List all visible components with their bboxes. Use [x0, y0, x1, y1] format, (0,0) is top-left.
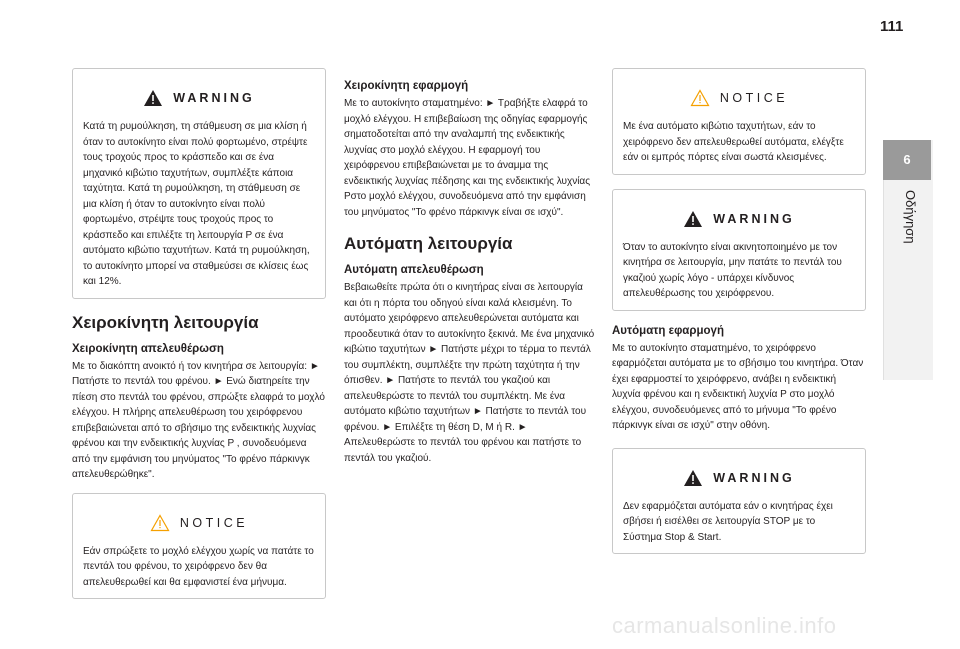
subsection-heading: Αυτόματη εφαρμογή — [612, 324, 724, 337]
warning-header — [83, 89, 315, 107]
body-text: Βεβαιωθείτε πρώτα ότι ο κινητήρας είναι σε λειτουργία και ότι η πόρτα του οδηγού είναι καλά κλεισμένη. Το αυτόματο χειρόφρενο απελευθερώνεται αυτόματα και προοδευτικά όταν το αυτοκίνητο ξεκινά. Με ένα μηχανικό κιβώτιο ταχυτήτων ► Πατήστε μέχρι το τέρμα το πεντάλ του συμπλέκτη, συμπλέξτε την πρώτη ταχύτητα ή την όπισθεν. ► Πατήστε το πεντάλ του γκαζιού και απελευθερώστε το πεντάλ του συμπλέκτη. Με ένα αυτόματο κιβώτιο ταχυτήτων ► Πατήστε το πεντάλ του φρένου. ► Επιλέξτε τη θέση D, M ή R. ► Απελευθερώστε το πεντάλ του φρένου και πατήστε το πεντάλ του γκαζιού. — [344, 282, 595, 464]
notice-triangle-icon — [150, 514, 170, 532]
notice-box — [612, 68, 866, 175]
warning-text: Όταν το αυτοκίνητο είναι ακινητοποιημένο με τον κινητήρα σε λειτουργία, μην πατάτε το πεντάλ του γκαζιού χωρίς λόγο - υπάρχει κίνδυνος απελευθέρωσης του χειρόφρενου. — [623, 241, 842, 299]
warning-title: WARNING — [173, 91, 255, 105]
column-2 — [344, 80, 598, 466]
subsection-heading: Αυτόματη απελευθέρωση — [344, 264, 484, 276]
notice-title: NOTICE — [179, 515, 249, 530]
notice-text: Εάν σπρώξετε το μοχλό ελέγχου χωρίς να πατάτε το πεντάλ του φρένου, το χειρόφρενο δεν θα απελευθερωθεί και θα εμφανιστεί ένα μήνυμα. — [83, 545, 314, 588]
watermark: carmanualsonline.info — [612, 613, 837, 638]
warning-header — [623, 210, 855, 228]
notice-text: Με ένα αυτόματο κιβώτιο ταχυτήτων, εάν το χειρόφρενο δεν απελευθερωθεί αυτόματα, ελέγξτε εάν οι εμπρός πόρτες είναι σωστά κλεισμένες. — [623, 121, 844, 163]
warning-box — [612, 189, 866, 311]
notice-triangle-icon — [690, 89, 710, 107]
warning-title: WARNING — [713, 211, 795, 226]
chapter-title: Οδήγηση — [903, 190, 918, 244]
warning-box — [612, 448, 866, 555]
notice-header — [623, 89, 855, 107]
warning-header — [623, 469, 855, 487]
warning-triangle-icon — [683, 469, 703, 487]
warning-text: Κατά τη ρυμούλκηση, τη στάθμευση σε μια κλίση ή όταν το αυτοκίνητο είναι πολύ φορτωμένο, στρέψτε τους τροχούς προς το κράσπεδο και σε ένα μηχανικό κιβώτιο ταχυτήτων, συμπλέξτε κάποια ταχύτητα. Κατά τη ρυμούλκηση, τη στάθμευση σε μια κλίση ή όταν το αυτοκίνητο είναι πολύ φορτωμένο, στρέψτε τους τροχούς προς το κράσπεδο και επιλέξτε τη λειτουργία P σε ένα αυτόματο κιβώτιο ταχυτήτων. Κατά τη ρυμούλκηση, το αυτοκίνητο μπορεί να σταθμεύσει σε κλίσεις έως και 12%. — [83, 121, 310, 287]
warning-triangle-icon — [683, 210, 703, 228]
subsection-heading: Χειροκίνητη εφαρμογή — [344, 80, 469, 92]
column-1 — [72, 68, 326, 613]
notice-box — [72, 493, 326, 600]
warning-triangle-icon — [143, 89, 163, 107]
section-heading: Αυτόματη λειτουργία — [344, 234, 513, 253]
notice-header — [83, 514, 315, 532]
notice-title: NOTICE — [719, 91, 789, 105]
body-text: Με το αυτοκίνητο σταματημένο, το χειρόφρενο εφαρμόζεται αυτόματα με το σβήσιμο του κινητήρα. Όταν έχει εφαρμοστεί το χειρόφρενο, ανάβει η ενδεικτική λυχνία φρένου και η ενδεικτική λυχνία P στο μοχλό ελέγχου, συνοδευόμενες από το μήνυμα "Το φρένο πάρκινγκ είναι σε ισχύ" στην οθόνη. — [612, 342, 864, 431]
subsection-heading: Χειροκίνητη απελευθέρωση — [72, 342, 224, 355]
column-3 — [612, 68, 866, 568]
warning-text: Δεν εφαρμόζεται αυτόματα εάν ο κινητήρας έχει σβήσει ή εισέλθει σε λειτουργία STOP με το Σύστημα Stop & Start. — [623, 500, 833, 543]
warning-title: WARNING — [713, 470, 795, 485]
page-number: 111 — [880, 18, 904, 35]
chapter-tab[interactable]: 6 — [883, 140, 931, 180]
warning-box — [72, 68, 326, 299]
body-text: Με το διακόπτη ανοικτό ή τον κινητήρα σε λειτουργία: ► Πατήστε το πεντάλ του φρένου. ► Ενώ διατηρείτε την πίεση στο πεντάλ του φρένου, σπρώξτε ελαφρά το μοχλό ελέγχου. Η πλήρης απελευθέρωση του χειρόφρενου επιβεβαιώνεται από το σβήσιμο της ενδεικτικής λυχνίας φρένου και την ενδεικτικής λυχνίας P , συνοδευόμενα από την εμφάνιση του μηνύματος "Το φρένο πάρκινγκ απελευθερώθηκε". — [72, 360, 325, 480]
section-heading: Χειροκίνητη λειτουργία — [72, 312, 259, 332]
body-text: Με το αυτοκίνητο σταματημένο: ► Τραβήξτε ελαφρά το μοχλό ελέγχου. Η επιβεβαίωση της οδηγίας εφαρμογής σηματοδοτείται από την αναλαμπή της ενδεικτικής λυχνίας στο μοχλό ελέγχου. Η εφαρμογή του χειρόφρενου επιβεβαιώνεται με το άναμμα της ενδεικτικής λυχνίας πέδησης και της ενδεικτικής λυχνίας Pστο μοχλό ελέγχου, συνοδευόμενα από την εμφάνιση του μηνύματος "Το φρένο πάρκινγκ είναι σε ισχύ". — [344, 98, 591, 218]
